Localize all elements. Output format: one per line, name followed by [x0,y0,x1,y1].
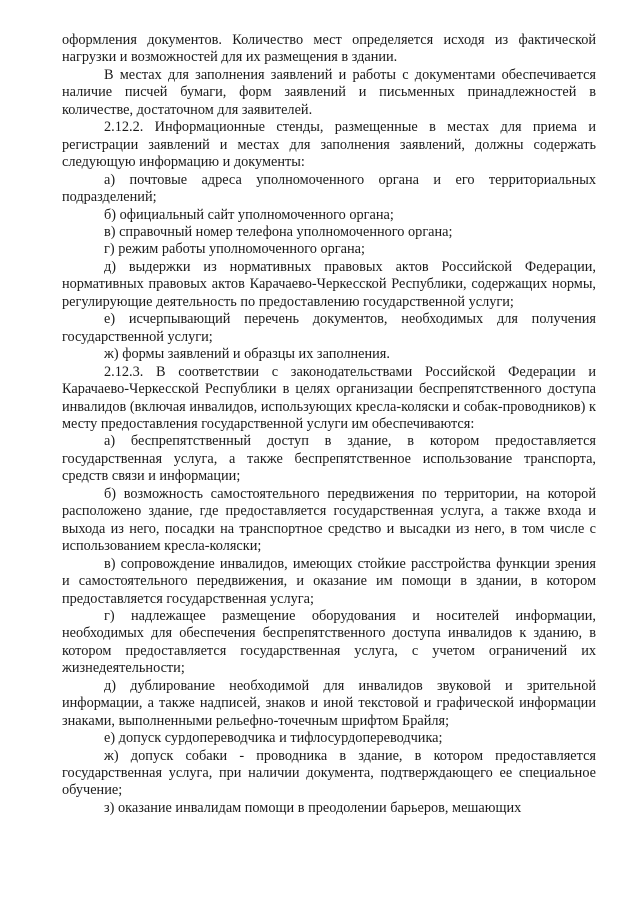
list-item-b: б) официальный сайт уполномоченного органа; [104,206,394,223]
list-item-e: е) исчерпывающий перечень документов, необходимых для получения государственной услуги; [62,311,596,345]
access-item-v: в) сопровождение инвалидов, имеющих стойкие расстройства функции зрения и самостоятельного передвижения, и оказание им помощи в здании, в котором предоставляется государственная услуга; [62,555,596,607]
access-item-d: д) дублирование необходимой для инвалидов звуковой и зрительной информации, а также надписей, знаков и иной текстовой и графической информации знаками, выполненными рельефно-точечным шрифтом Брайля; [62,677,596,729]
access-item-zh: ж) допуск собаки - проводника в здание, в котором предоставляется государственная услуга, при наличии документа, подтверждающего ее специальное обучение; [62,747,596,799]
list-item-v: в) справочный номер телефона уполномоченного органа; [104,223,453,240]
list-item-a: а) почтовые адреса уполномоченного органа и его территориальных подразделений; [62,171,596,206]
paragraph-continuation: оформления документов. Количество мест определяется исходя из фактической нагрузки и возможностей для их размещения в здании. [62,32,596,66]
paragraph-workplaces: В местах для заполнения заявлений и работы с документами обеспечивается наличие писчей бумаги, форм заявлений и письменных принадлежностей в количестве, достаточном для заявителей. [62,66,596,118]
paragraph-2-12-2: 2.12.2. Информационные стенды, размещенные в местах для приема и регистрации заявлений и местах для заполнения заявлений, должны содержать следующую информацию и документы: [62,119,596,171]
access-item-a: а) беспрепятственный доступ в здание, в котором предоставляется государственная услуга, а также беспрепятственное использование транспорта, средств связи и информации; [62,433,596,485]
access-item-b: б) возможность самостоятельного передвижения по территории, на которой расположено здание, где предоставляется государственная услуга, а также входа и выхода из него, посадки на транспортное средство и высадки из него, в том числе с использованием кресла-коляски; [62,485,596,555]
list-item-g: г) режим работы уполномоченного органа; [104,241,365,258]
access-item-g: г) надлежащее размещение оборудования и носителей информации, необходимых для обеспечения беспрепятственного доступа инвалидов к зданию, в котором предоставляется государственная услуга, с учетом ограничений их жизнедеятельности; [62,607,596,677]
list-item-zh: ж) формы заявлений и образцы их заполнения. [104,346,390,363]
paragraph-2-12-3: 2.12.3. В соответствии с законодательствами Российской Федерации и Карачаево-Черкесской Республики в целях организации беспрепятственного доступа инвалидов (включая инвалидов, использующих кресла-коляски и собак-проводников) к месту предоставления государственной услуги им обеспечиваются: [62,363,596,432]
list-item-d: д) выдержки из нормативных правовых актов Российской Федерации, нормативных правовых актов Карачаево-Черкесской Республики, содержащих нормы, регулирующие деятельность по предоставлению государственной услуги; [62,258,596,310]
access-item-z: з) оказание инвалидам помощи в преодолении барьеров, мешающих [104,799,522,816]
access-item-e: е) допуск сурдопереводчика и тифлосурдопереводчика; [104,730,443,747]
document-page [62,32,596,817]
